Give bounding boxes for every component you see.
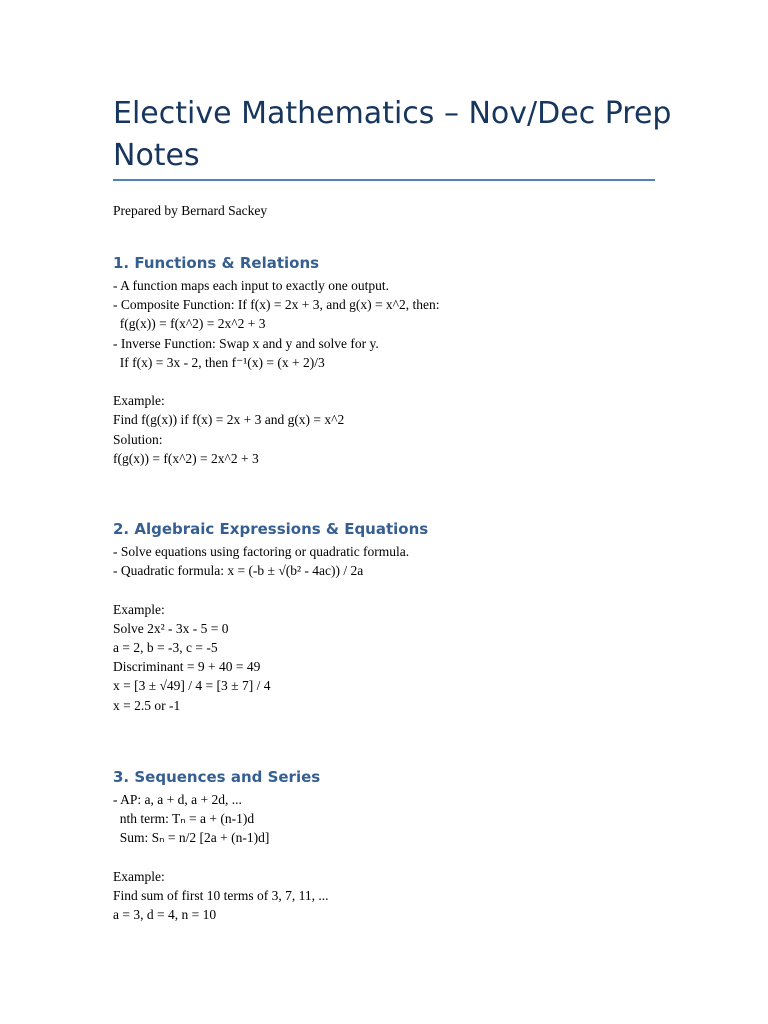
- section-functions-relations: [113, 252, 673, 468]
- body-line: a = 2, b = -3, c = -5: [113, 639, 218, 655]
- body-line: Find sum of first 10 terms of 3, 7, 11, ...: [113, 887, 329, 903]
- blank-line: [113, 848, 673, 867]
- body-line: a = 3, d = 4, n = 10: [113, 907, 217, 923]
- body-line: - A function maps each input to exactly one output.: [113, 278, 389, 293]
- section-body: [113, 276, 673, 468]
- body-line: Solution:: [113, 431, 163, 447]
- section-body: [113, 790, 673, 924]
- body-line: - Solve equations using factoring or quadratic formula.: [113, 544, 410, 559]
- body-line: Find f(g(x)) if f(x) = 2x + 3 and g(x) = x^2: [113, 412, 345, 428]
- body-line: - Inverse Function: Swap x and y and solve for y.: [113, 335, 379, 351]
- section-heading: 2. Algebraic Expressions & Equations: [113, 520, 429, 538]
- section-heading: 1. Functions & Relations: [113, 254, 320, 272]
- blank-line: [113, 580, 673, 599]
- section-algebraic-expressions: [113, 518, 673, 715]
- body-line: Example:: [113, 393, 165, 409]
- section-sequences-series: [113, 766, 673, 924]
- title-underline: [113, 179, 655, 181]
- body-line: Discriminant = 9 + 40 = 49: [113, 659, 261, 675]
- body-line: Solve 2x² - 3x - 5 = 0: [113, 620, 229, 636]
- body-line: nth term: Tₙ = a + (n-1)d: [113, 811, 255, 827]
- body-line: x = 2.5 or -1: [113, 697, 181, 713]
- section-heading: 3. Sequences and Series: [113, 768, 321, 786]
- body-line: Example:: [113, 868, 165, 884]
- body-line: x = [3 ± √49] / 4 = [3 ± 7] / 4: [113, 678, 271, 694]
- body-line: If f(x) = 3x - 2, then f⁻¹(x) = (x + 2)/3: [113, 354, 325, 370]
- section-body: [113, 542, 673, 715]
- author-line: Prepared by Bernard Sackey: [113, 203, 268, 218]
- body-line: Sum: Sₙ = n/2 [2a + (n-1)d]: [113, 830, 270, 846]
- body-line: Example:: [113, 601, 165, 617]
- body-line: f(g(x)) = f(x^2) = 2x^2 + 3: [113, 316, 266, 332]
- document-title: Elective Mathematics – Nov/Dec Prep Notes: [113, 96, 672, 173]
- body-line: f(g(x)) = f(x^2) = 2x^2 + 3: [113, 450, 259, 466]
- body-line: - Quadratic formula: x = (-b ± √(b² - 4ac)) / 2a: [113, 563, 364, 579]
- blank-line: [113, 372, 673, 391]
- body-line: - Composite Function: If f(x) = 2x + 3, and g(x) = x^2, then:: [113, 297, 440, 313]
- body-line: - AP: a, a + d, a + 2d, ...: [113, 792, 242, 807]
